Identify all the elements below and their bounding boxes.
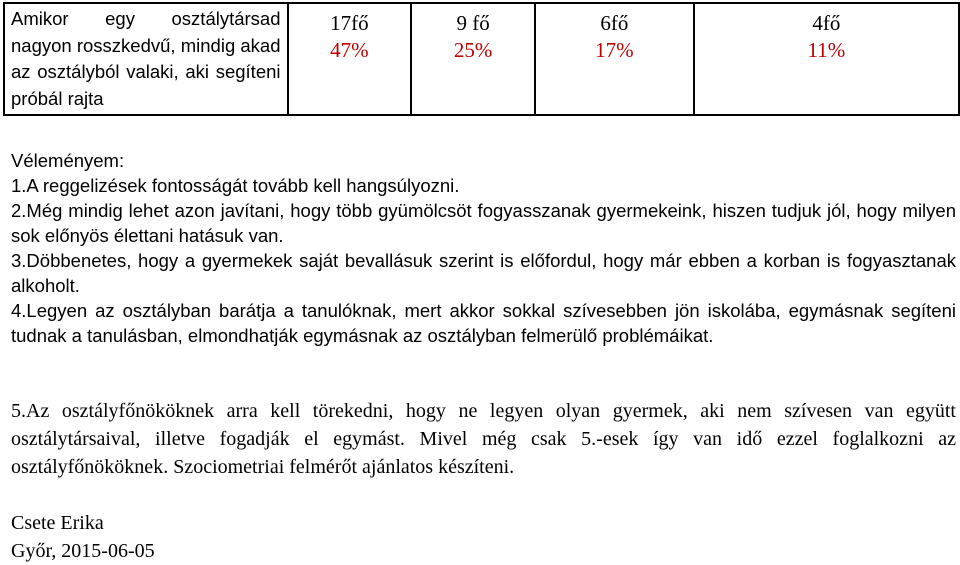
answer-cell — [694, 3, 959, 115]
signature-block — [11, 509, 956, 565]
answer-percent: 17% — [595, 38, 634, 62]
opinion-item: 4.Legyen az osztályban barátja a tanulóknak, mert akkor sokkal szívesebben jön iskolába, egymásnak segíteni tudnak a tanulásban, elmondhatják egymásnak az osztályban felmerülő problémáikat. — [11, 300, 956, 346]
answer-count: 6fő — [600, 11, 629, 35]
opinion-section — [11, 148, 956, 348]
opinion-heading: Véleményem: — [11, 150, 125, 171]
answer-cell — [411, 3, 535, 115]
signature-name: Csete Erika — [11, 512, 104, 534]
signature-place-date: Győr, 2015-06-05 — [11, 540, 155, 562]
opinion-item: 1.A reggelizések fontosságát tovább kell hangsúlyozni. — [11, 175, 460, 196]
opinion-item: 2.Még mindig lehet azon javítani, hogy több gyümölcsöt fogyasszanak gyermekeink, hiszen tudjuk jól, hogy milyen sok előnyös élettani hatásuk van. — [11, 200, 956, 246]
table-row — [4, 3, 959, 115]
answer-percent: 47% — [330, 38, 369, 62]
answer-percent: 11% — [807, 38, 846, 62]
answer-cell — [288, 3, 412, 115]
opinion-item: 3.Döbbenetes, hogy a gyermekek saját bevallásuk szerint is előfordul, hogy már ebben a korban is fogyasztanak alkoholt. — [11, 250, 956, 296]
answer-percent: 25% — [453, 38, 493, 62]
answer-count: 17fő — [330, 11, 369, 35]
answer-count: 9 fő — [456, 11, 490, 35]
survey-table — [3, 2, 960, 116]
question-cell: Amikor egy osztálytársad nagyon rosszkedvű, mindig akad az osztályból valaki, aki segíteni próbál rajta — [4, 3, 288, 115]
answer-cell — [535, 3, 694, 115]
answer-count: 4fő — [812, 11, 841, 35]
opinion-item: 5.Az osztályfőnököknek arra kell törekedni, hogy ne legyen olyan gyermek, aki nem szívesen van együtt osztálytársaival, illetve fogadják el egymást. Mivel még csak 5.-esek így van idő ezzel foglalkozni az osztályfőnököknek. Szociometriai felmérőt ajánlatos készíteni. — [11, 400, 956, 478]
opinion-item-serif — [11, 397, 956, 481]
